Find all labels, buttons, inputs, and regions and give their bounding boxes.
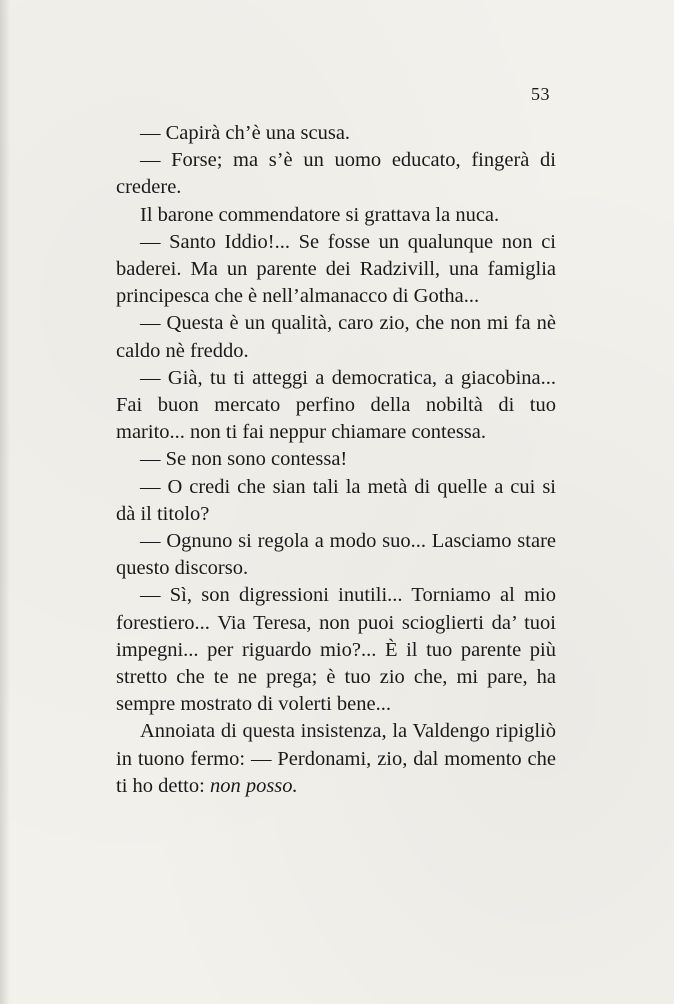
paragraph-5: — Questa è un qualità, caro zio, che non mi fa nè caldo nè freddo. [116, 312, 556, 362]
paragraph-1: — Capirà ch’è una scusa. [140, 122, 351, 144]
paragraph-4: — Santo Iddio!... Se fosse un qualunque non ci baderei. Ma un parente dei Radzivill, una famiglia principesca che è nell’almanacco di Gotha... [116, 230, 556, 308]
paragraph-9: — Ognuno si regola a modo suo... Lasciamo stare questo discorso. [116, 530, 556, 580]
page-number: 53 [531, 84, 550, 104]
paragraph-3: Il barone commendatore si grattava la nuca. [140, 203, 500, 226]
paragraph-7: — Se non sono contessa! [140, 448, 348, 471]
page-binding-shadow [0, 0, 10, 1004]
paragraph-2: — Forse; ma s’è un uomo educato, fingerà di credere. [116, 149, 556, 199]
paragraph-11: Annoiata di questa insistenza, la Valdengo ripigliò in tuono fermo: — Perdonami, zio, dal momento che ti ho detto: non posso. [116, 720, 556, 797]
paragraph-8: — O credi che sian tali la metà di quelle a cui si dà il titolo? [116, 475, 556, 525]
paragraph-10: — Sì, son digressioni inutili... Torniamo al mio forestiero... Via Teresa, non puoi scioglierti da’ tuoi impegni... per riguardo mio?... È il tuo parente più stretto che te ne prega; è tuo zio che, mi pare, ha sempre mostrato di volerti bene... [116, 584, 556, 716]
italic-phrase: non posso. [209, 774, 298, 797]
paragraph-6: — Già, tu ti atteggi a democratica, a giacobina... Fai buon mercato perfino della nobiltà di tuo marito... non ti fai neppur chiamare contessa. [116, 366, 556, 444]
page-body-text [116, 120, 556, 800]
